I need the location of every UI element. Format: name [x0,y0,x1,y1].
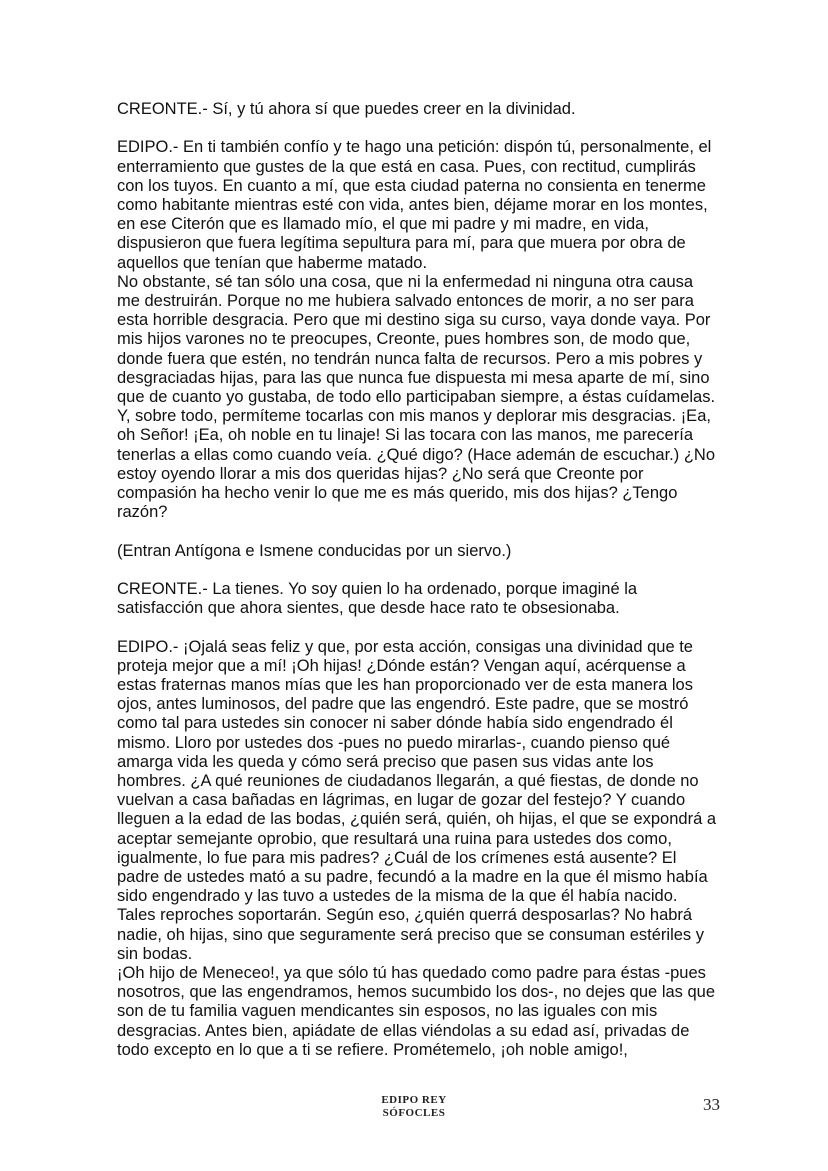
page-number: 33 [703,1095,720,1114]
paragraph-gap [117,618,717,637]
body-text [117,100,717,1060]
footer-author: SÓFOCLES [382,1107,446,1119]
paragraph-edipo-1: EDIPO.- En ti también confío y te hago una petición: dispón tú, personalmente, el enterramiento que gustes de la que está en casa. Pues, con rectitud, cumplirás con los tuyos. En cuanto a mí, que esta ciudad paterna no consienta en tenerme como habitante mientras esté con vida, antes bien, déjame morar en los montes, en ese Citerón que es llamado mío, el que mi padre y mi madre, en vida, dispusieron que fuera legítima sepultura para mí, para que muera por obra de aquellos que tenían que haberme matado. [117,138,712,272]
paragraph-creonte-1: CREONTE.- Sí, y tú ahora sí que puedes creer en la divinidad. [117,100,576,118]
paragraph-gap [117,561,717,580]
paragraph-gap [117,119,717,138]
stage-direction: (Entran Antígona e Ismene conducidas por un siervo.) [117,541,512,560]
paragraph-edipo-2-continued: ¡Oh hijo de Meneceo!, ya que sólo tú has quedado como padre para éstas -pues nosotros, que las engendramos, hemos sucumbido los dos-, no dejes que las que son de tu familia vaguen mendicantes sin esposos, no las iguales con mis desgracias. Antes bien, apiádate de ellas viéndolas a su edad así, privadas de todo excepto en lo que a ti se refiere. Prométemelo, ¡oh noble amigo!, [117,964,716,1059]
footer-title: EDIPO REY [381,1094,447,1106]
paragraph-gap [117,522,717,541]
paragraph-edipo-1-continued: No obstante, sé tan sólo una cosa, que ni la enfermedad ni ninguna otra causa me destruirán. Porque no me hubiera salvado entonces de morir, a no ser para esta horrible desgracia. Pero que mi destino siga su curso, vaya donde vaya. Por mis hijos varones no te preocupes, Creonte, pues hombres son, de modo que, donde fuera que estén, no tendrán nunca falta de recursos. Pero a mis pobres y desgraciadas hijas, para las que nunca fue dispuesta mi mesa aparte de mí, sino que de cuanto yo gustaba, de todo ello participaban siempre, a éstas cuídamelas. Y, sobre todo, permíteme tocarlas con mis manos y deplorar mis desgracias. ¡Ea, oh Señor! ¡Ea, oh noble en tu linaje! Si las tocara con las manos, me parecería tenerlas a ellas como cuando veía. ¿Qué digo? (Hace ademán de escuchar.) ¿No estoy oyendo llorar a mis dos queridas hijas? ¿No será que Creonte por compasión ha hecho venir lo que me es más querido, mis dos hijas? ¿Tengo razón? [117,272,716,522]
paragraph-edipo-2: EDIPO.- ¡Ojalá seas feliz y que, por esta acción, consigas una divinidad que te proteja mejor que a mí! ¡Oh hijas! ¿Dónde están? Vengan aquí, acérquense a estas fraternas manos mías que les han proporcionado ver de esta manera los ojos, antes luminosos, del padre que las engendró. Este padre, que se mostró como tal para ustedes sin conocer ni saber dónde había sido engendrado él mismo. Lloro por ustedes dos -pues no puedo mirarlas-, cuando pienso qué amarga vida les queda y cómo será preciso que pasen sus vidas ante los hombres. ¿A qué reuniones de ciudadanos llegarán, a qué fiestas, de donde no vuelvan a casa bañadas en lágrimas, en lugar de gozar del festejo? Y cuando lleguen a la edad de las bodas, ¿quién será, quién, oh hijas, el que se expondrá a aceptar semejante oprobio, que resultará una ruina para ustedes dos como, igualmente, lo fue para mis padres? ¿Cuál de los crímenes está ausente? El padre de ustedes mató a su padre, fecundó a la madre en la que él mismo había sido engendrado y las tuvo a ustedes de la misma de la que él había nacido. Tales reproches soportarán. Según eso, ¿quién querrá desposarlas? No habrá nadie, oh hijas, sino que seguramente será preciso que se consuman estériles y sin bodas. [117,637,717,963]
footer-title-block [300,1094,528,1120]
paragraph-creonte-2: CREONTE.- La tienes. Yo soy quien lo ha ordenado, porque imaginé la satisfacción que ahora sientes, que desde hace rato te obsesionaba. [117,580,638,618]
